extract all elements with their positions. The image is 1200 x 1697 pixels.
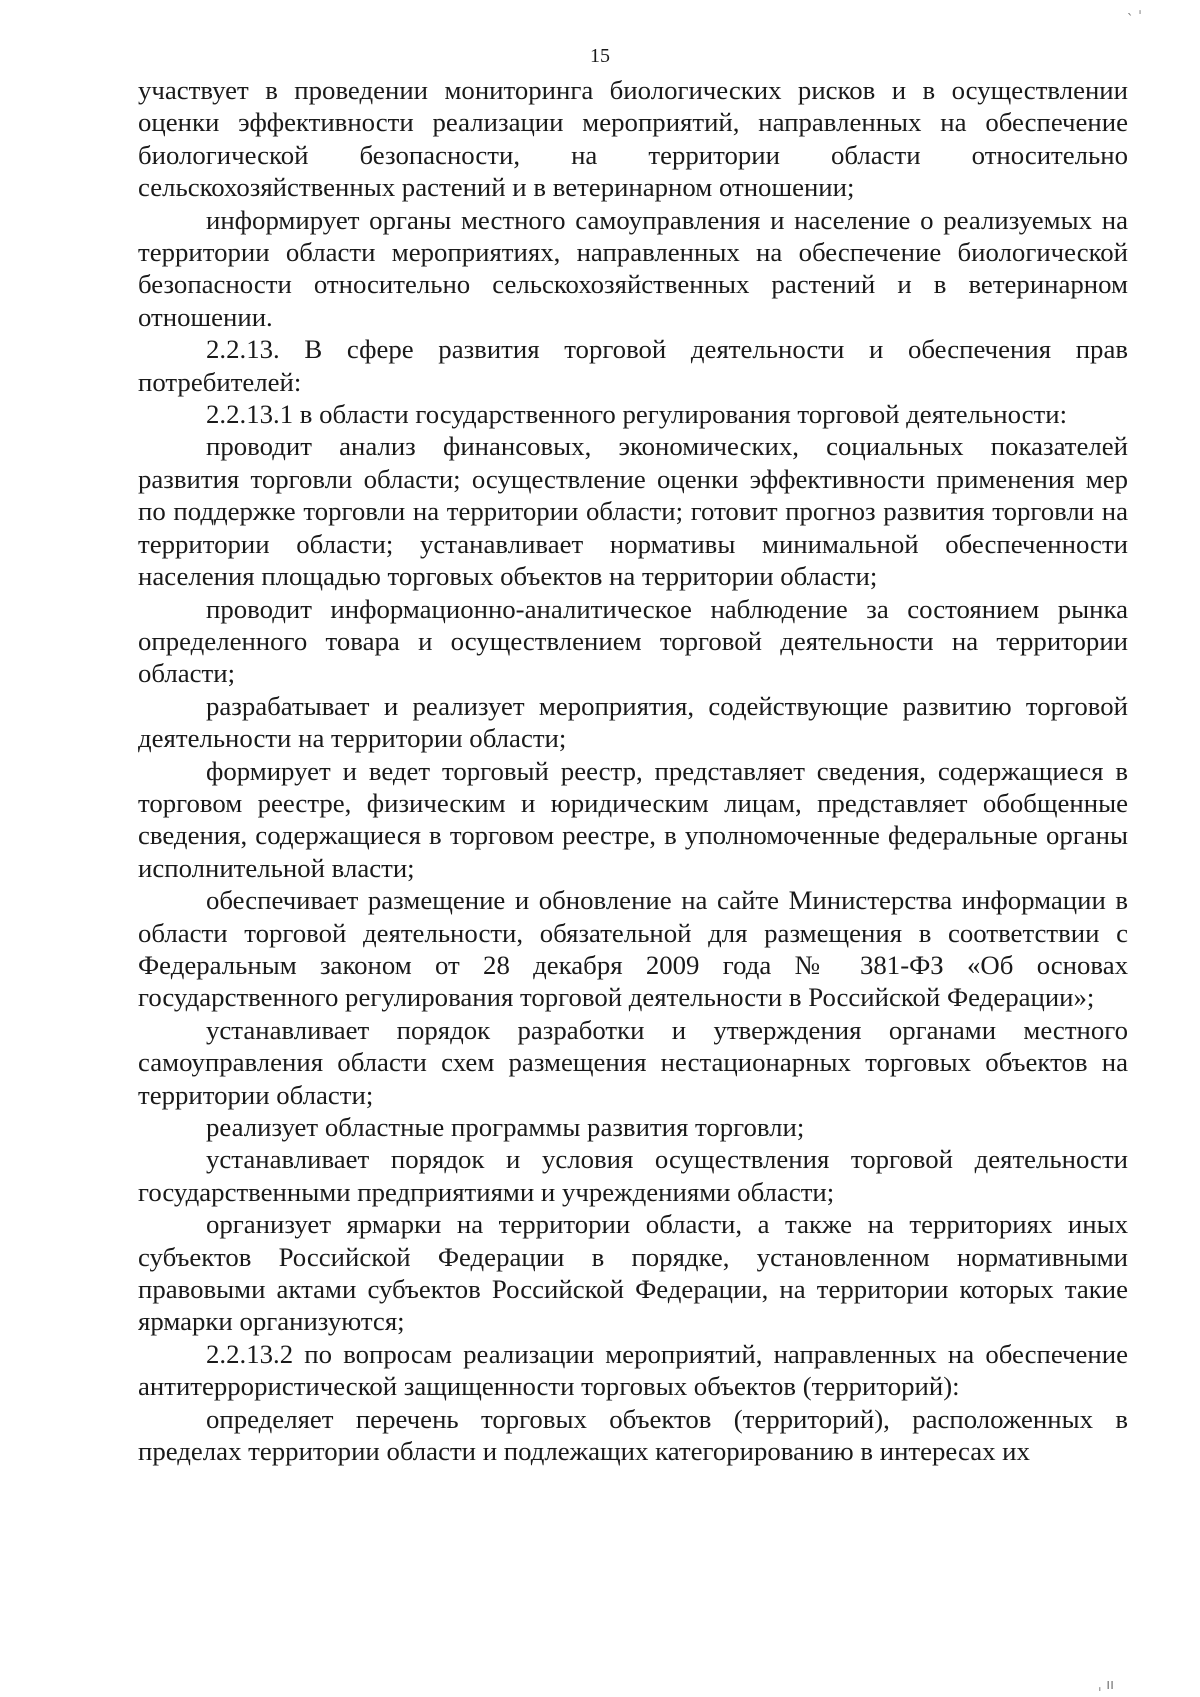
paragraph: устанавливает порядок разработки и утверждения органами местного самоуправления области схем размещения нестационарных торговых объектов на территории области; xyxy=(138,1014,1128,1110)
paragraph: проводит анализ финансовых, экономических, социальных показателей развития торговли области; осуществление оценки эффективности применения мер по поддержке торговли на территории области; готовит прогноз развития торговли на территории области; устанавливает нормативы минимальной обеспеченности населения площадью торговых объектов на территории области; xyxy=(138,431,1128,592)
paragraph: разрабатывает и реализует мероприятия, содействующие развитию торговой деятельности на территории области; xyxy=(138,690,1128,754)
paragraph: определяет перечень торговых объектов (территорий), расположенных в пределах территории области и подлежащих категорированию в интересах их xyxy=(138,1403,1128,1467)
scan-artifact-bottom-right: ˌ ıı xyxy=(1097,1677,1114,1693)
paragraph: участвует в проведении мониторинга биологических рисков и в осуществлении оценки эффективности реализации мероприятий, направленных на обеспечение биологической безопасности, на территории области относительно сельскохозяйственных растений и в ветеринарном отношении; xyxy=(138,75,1128,203)
paragraph: 2.2.13.2 по вопросам реализации мероприятий, направленных на обеспечение антитеррористической защищенности торговых объектов (территорий): xyxy=(138,1338,1128,1402)
paragraph: устанавливает порядок и условия осуществления торговой деятельности государственными предприятиями и учреждениями области; xyxy=(138,1144,1128,1207)
paragraph: 2.2.13.1 в области государственного регулирования торговой деятельности: xyxy=(206,399,1068,430)
document-body xyxy=(138,74,1128,1467)
scan-artifact-top-right: ˎ ˌ xyxy=(1126,0,1142,16)
paragraph: обеспечивает размещение и обновление на сайте Министерства информации в области торговой деятельности, обязательной для размещения в соответствии с Федеральным законом от 28 декабря 2009 года № 381-ФЗ «Об основах государственного регулирования торговой деятельности в Российской Федерации»; xyxy=(138,885,1128,1013)
page-number: 15 xyxy=(590,45,610,67)
paragraph: проводит информационно-аналитическое наблюдение за состоянием рынка определенного товара и осуществлением торговой деятельности на территории области; xyxy=(138,593,1128,689)
paragraph: формирует и ведет торговый реестр, представляет сведения, содержащиеся в торговом реестре, физическим и юридическим лицам, представляет обобщенные сведения, содержащиеся в торговом реестре, в уполномоченные федеральные органы исполнительной власти; xyxy=(138,755,1128,883)
paragraph: реализует областные программы развития торговли; xyxy=(206,1112,805,1142)
paragraph: 2.2.13. В сфере развития торговой деятельности и обеспечения прав потребителей: xyxy=(138,334,1128,397)
paragraph: организует ярмарки на территории области, а также на территориях иных субъектов Российской Федерации в порядке, установленном нормативными правовыми актами субъектов Российской Федерации, на территории которых такие ярмарки организуются; xyxy=(138,1209,1128,1337)
paragraph: информирует органы местного самоуправления и население о реализуемых на территории области мероприятиях, направленных на обеспечение биологической безопасности относительно сельскохозяйственных растений и в ветеринарном отношении. xyxy=(138,204,1128,332)
